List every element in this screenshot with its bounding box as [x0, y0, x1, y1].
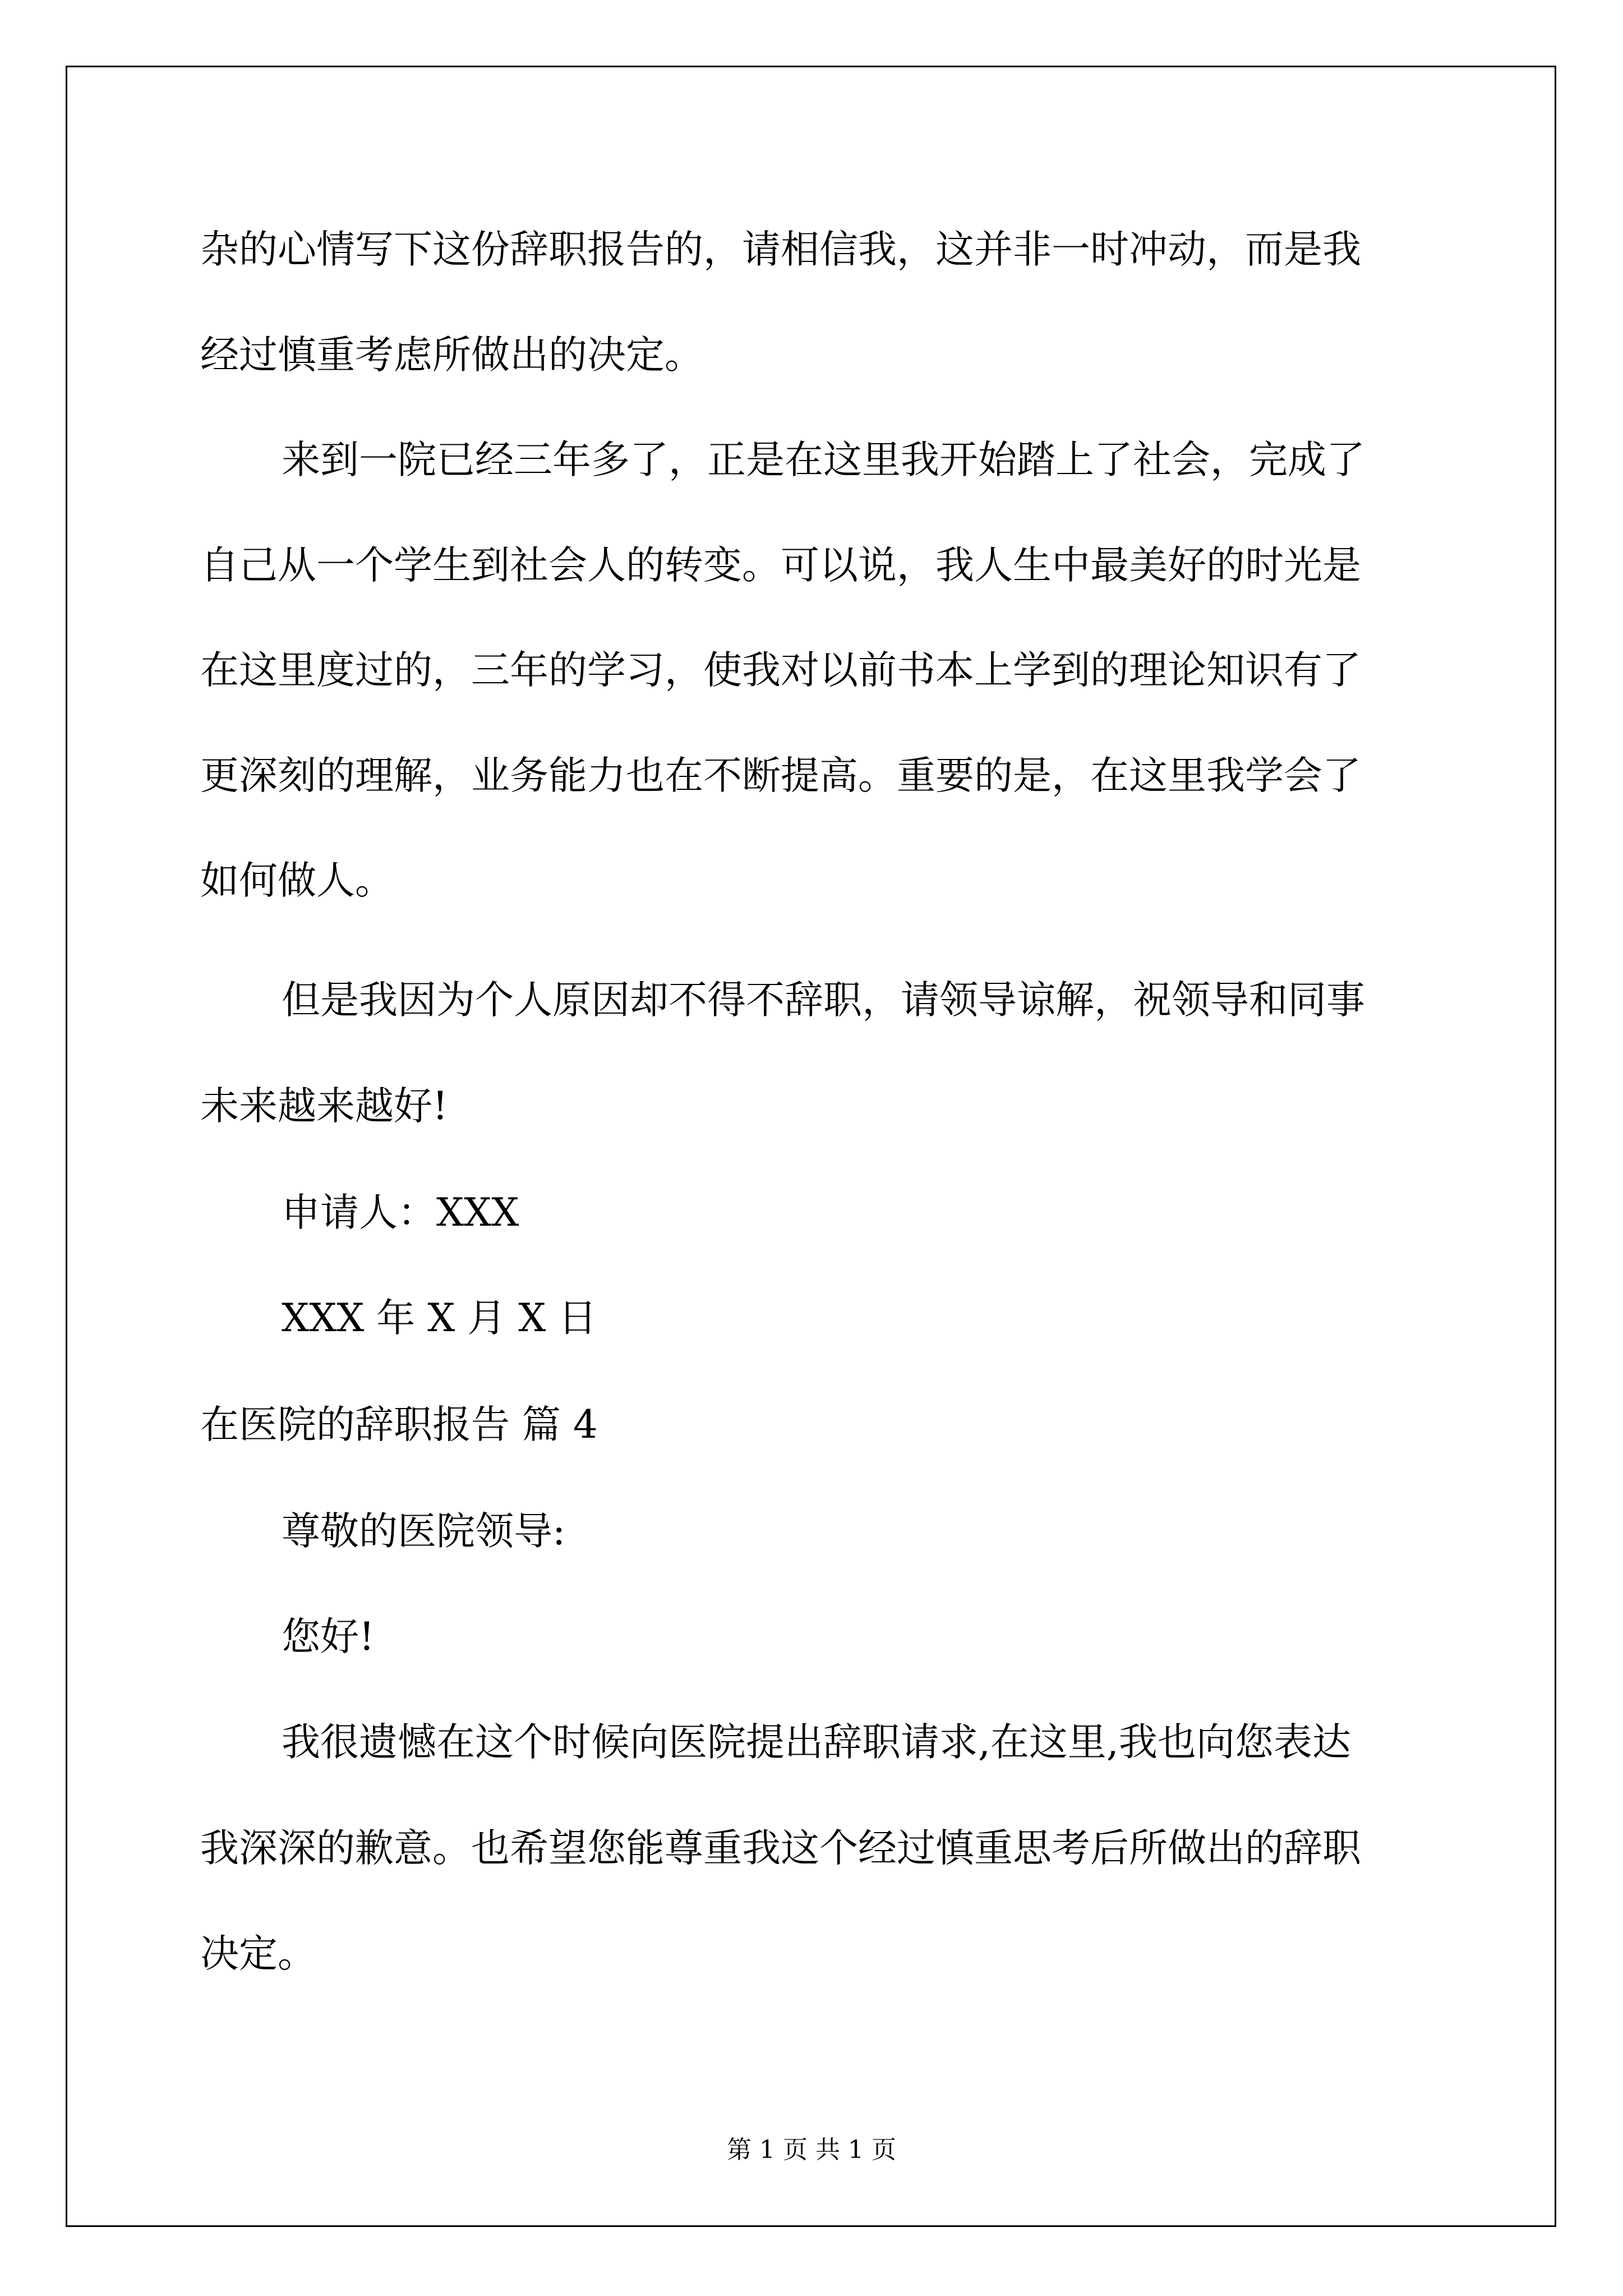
body-line: 自己从一个学生到社会人的转变。可以说，我人生中最美好的时光是 [200, 543, 1361, 588]
body-line: 我深深的歉意。也希望您能尊重我这个经过慎重思考后所做出的辞职 [200, 1826, 1361, 1871]
body-line: 更深刻的理解，业务能力也在不断提高。重要的是，在这里我学会了 [200, 753, 1361, 798]
body-line: 在这里度过的，三年的学习，使我对以前书本上学到的理论知识有了 [200, 648, 1361, 693]
body-line: 经过慎重考虑所做出的决定。 [200, 333, 703, 378]
date-line: XXX 年 X 月 X 日 [282, 1296, 597, 1341]
greeting-line: 您好! [282, 1614, 375, 1659]
page-border [66, 66, 1556, 2227]
paragraph-start-line: 来到一院已经三年多了，正是在这里我开始踏上了社会，完成了 [282, 438, 1365, 482]
section-heading: 在医院的辞职报告 篇 4 [200, 1402, 598, 1447]
body-line: 未来越来越好! [200, 1084, 448, 1129]
body-line: 决定。 [200, 1931, 316, 1976]
paragraph-start-line: 但是我因为个人原因却不得不辞职，请领导谅解，祝领导和同事 [282, 978, 1365, 1023]
applicant-line: 申请人：XXX [282, 1190, 519, 1235]
salutation-line: 尊敬的医院领导: [282, 1509, 566, 1554]
body-line: 如何做人。 [200, 858, 394, 903]
page-number-footer: 第 1 页 共 1 页 [727, 2136, 896, 2164]
paragraph-start-line: 我很遗憾在这个时候向医院提出辞职请求,在这里,我也向您表达 [282, 1720, 1351, 1765]
body-line: 杂的心情写下这份辞职报告的，请相信我，这并非一时冲动，而是我 [200, 227, 1361, 272]
